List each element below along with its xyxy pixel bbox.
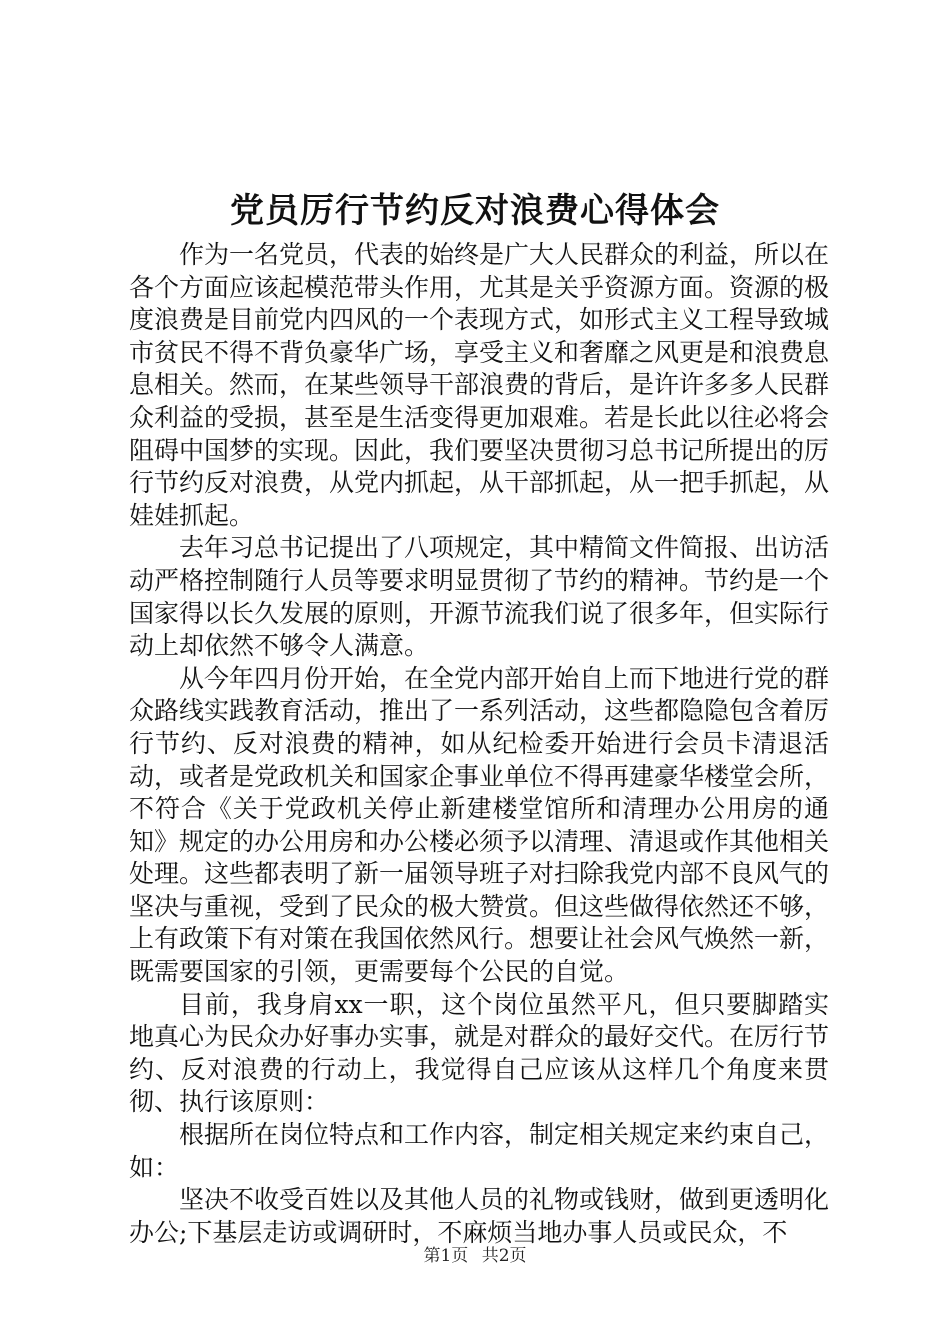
page-number-total: 共2页 bbox=[481, 1246, 527, 1266]
paragraph-6: 坚决不收受百姓以及其他人员的礼物或钱财，做到更透明化办公;下基层走访或调研时，不麻烦当地办事人员或民众，不 bbox=[129, 1185, 830, 1247]
document-body bbox=[129, 239, 829, 1249]
paragraph-1: 作为一名党员，代表的始终是广大人民群众的利益，所以在各个方面应该起模范带头作用，尤其是关乎资源方面。资源的极度浪费是目前党内四风的一个表现方式，如形式主义工程导致城市贫民不得不背负豪华广场，享受主义和奢靡之风更是和浪费息息相关。然而，在某些领导干部浪费的背后，是许许多多人民群众利益的受损，甚至是生活变得更加艰难。若是长此以往必将会阻碍中国梦的实现。因此，我们要坚决贯彻习总书记所提出的厉行节约反对浪费，从党内抓起，从干部抓起，从一把手抓起，从娃娃抓起。 bbox=[129, 240, 830, 530]
paragraph-2: 去年习总书记提出了八项规定，其中精简文件简报、出访活动严格控制随行人员等要求明显贯彻了节约的精神。节约是一个国家得以长久发展的原则，开源节流我们说了很多年，但实际行动上却依然不够令人满意。 bbox=[129, 533, 830, 661]
document-title: 党员厉行节约反对浪费心得体会 bbox=[230, 191, 720, 231]
page-number-current: 第1页 bbox=[423, 1246, 469, 1266]
paragraph-3: 从今年四月份开始，在全党内部开始自上而下地进行党的群众路线实践教育活动，推出了一系列活动，这些都隐隐包含着厉行节约、反对浪费的精神，如从纪检委开始进行会员卡清退活动，或者是党政机关和国家企事业单位不得再建豪华楼堂会所，不符合《关于党政机关停止新建楼堂馆所和清理办公用房的通知》规定的办公用房和办公楼必须予以清理、清退或作其他相关处理。这些都表明了新一届领导班子对扫除我党内部不良风气的坚决与重视，受到了民众的极大赞赏。但这些做得依然还不够，上有政策下有对策在我国依然风行。想要让社会风气焕然一新，既需要国家的引领，更需要每个公民的自觉。 bbox=[129, 663, 830, 987]
paragraph-4: 目前，我身肩xx一职，这个岗位虽然平凡，但只要脚踏实地真心为民众办好事办实事，就是对群众的最好交代。在厉行节约、反对浪费的行动上，我觉得自己应该从这样几个角度来贯彻、执行该原则： bbox=[129, 989, 830, 1117]
paragraph-5: 根据所在岗位特点和工作内容，制定相关规定来约束自己，如： bbox=[129, 1120, 830, 1182]
page-footer bbox=[0, 1244, 950, 1268]
